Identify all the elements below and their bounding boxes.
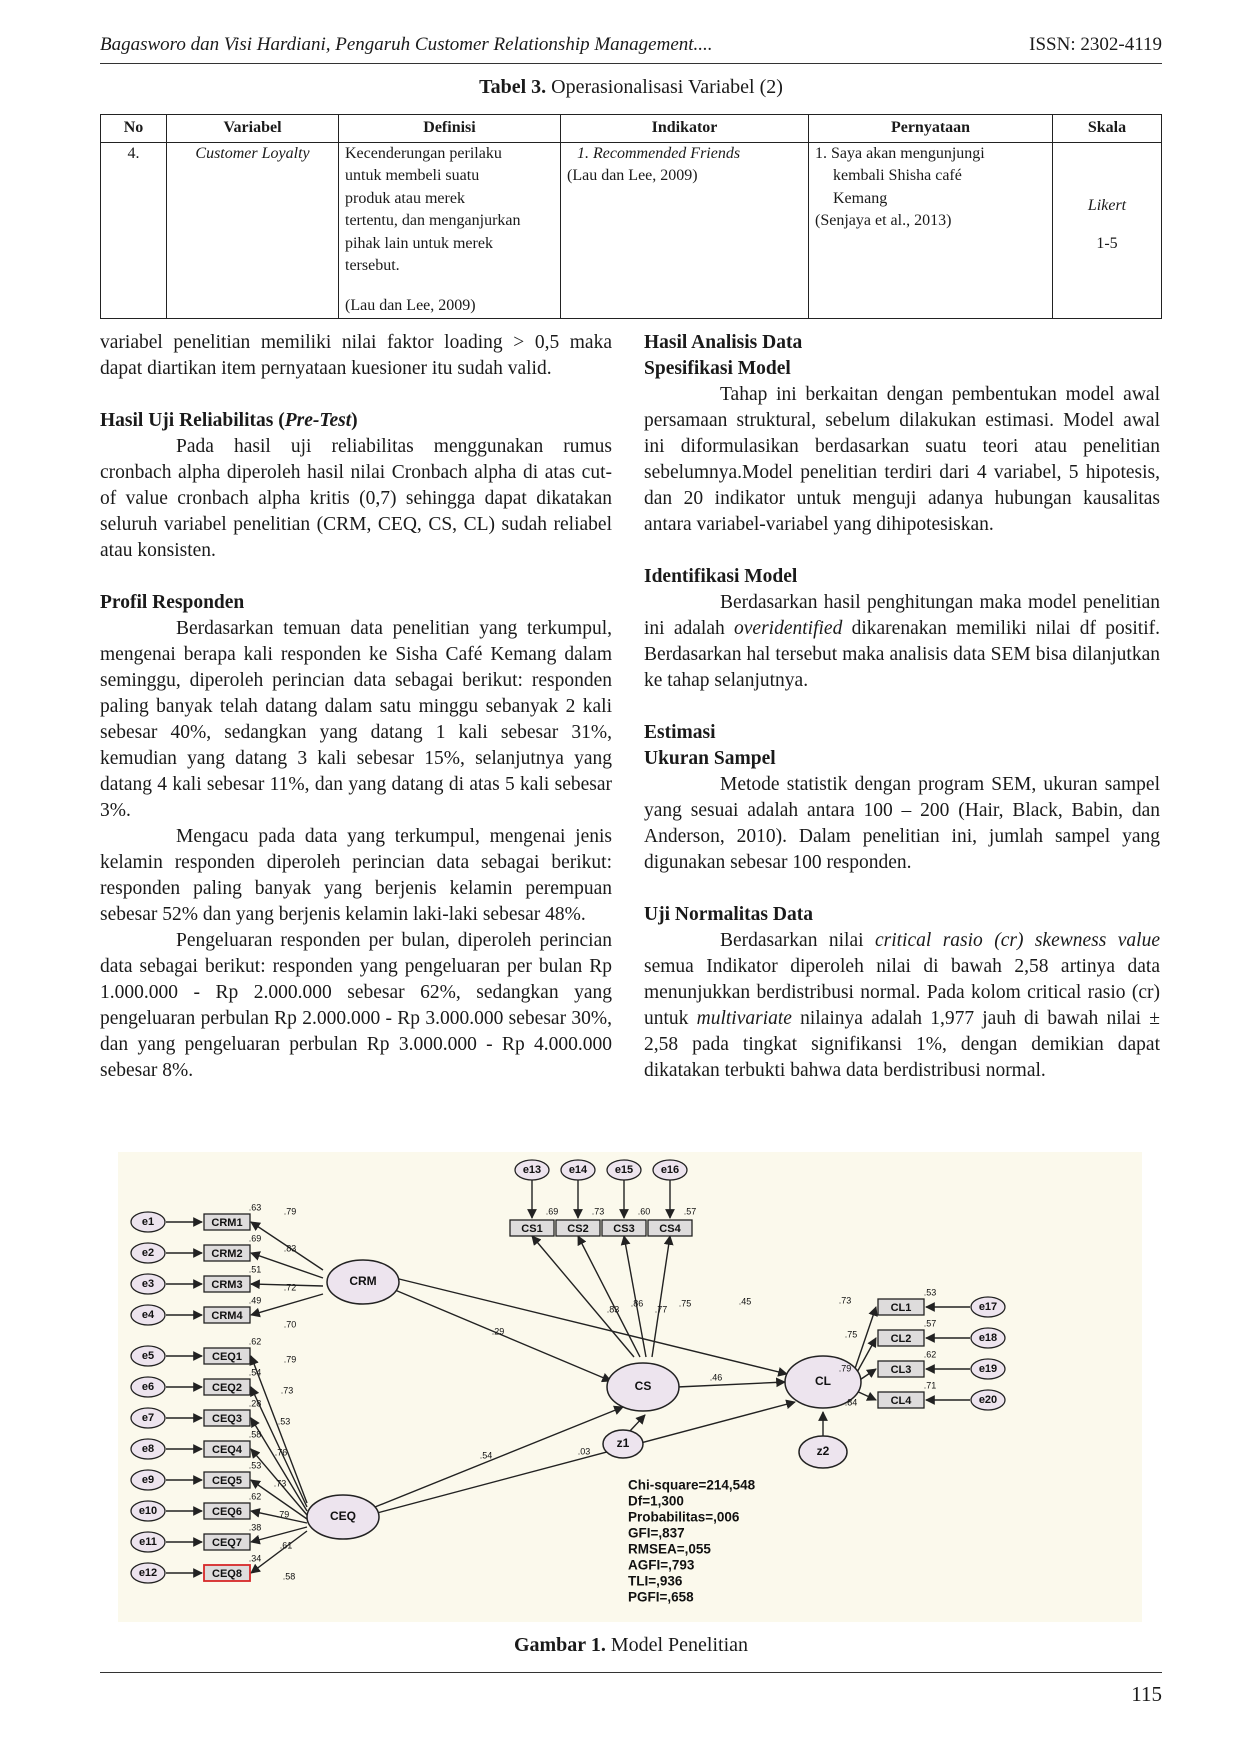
loading-arrow xyxy=(652,1236,670,1357)
indicator-label-CEQ4: CEQ4 xyxy=(212,1443,242,1456)
loading-label: .84 xyxy=(844,1397,858,1408)
indicator-label-CL4: CL4 xyxy=(890,1394,912,1407)
pernyataan-source: (Senjaya et al., 2013) xyxy=(815,212,952,230)
indicator-label-CRM1: CRM1 xyxy=(211,1216,243,1229)
loading-label: .76 xyxy=(274,1447,288,1458)
definisi-line: pihak lain untuk merek xyxy=(345,234,493,252)
section-heading-normalitas: Uji Normalitas Data xyxy=(644,904,813,925)
skala-range: 1-5 xyxy=(1096,235,1118,253)
error-label-e15: e15 xyxy=(614,1163,634,1176)
loading-label: .73 xyxy=(838,1295,852,1306)
latent-label-CL: CL xyxy=(815,1374,831,1389)
r2-label: .53 xyxy=(248,1460,262,1471)
indicator-label-CL1: CL1 xyxy=(890,1301,912,1314)
indicator-label-CRM2: CRM2 xyxy=(211,1247,243,1260)
paragraph: variabel penelitian memiliki nilai faktor loading > 0,5 maka dapat diartikan item pernyataan kuesioner itu sudah valid. xyxy=(100,332,612,379)
loading-label: .77 xyxy=(654,1304,668,1315)
r2-label: .62 xyxy=(248,1491,262,1502)
r2-label: .28 xyxy=(248,1398,262,1409)
error-label-e2: e2 xyxy=(141,1246,155,1259)
loading-label: .75 xyxy=(844,1329,858,1340)
path-crm-cl xyxy=(395,1278,787,1374)
definisi-line: Kecenderungan perilaku xyxy=(345,145,502,162)
loading-label: .79 xyxy=(283,1354,297,1365)
pernyataan-line: kembali Shisha café xyxy=(833,167,962,185)
indicator-label-CEQ3: CEQ3 xyxy=(212,1412,242,1425)
sem-diagram-canvas xyxy=(118,1152,1142,1622)
fit-stat-line: Probabilitas=,006 xyxy=(628,1509,740,1525)
indicator-label-CRM4: CRM4 xyxy=(211,1309,243,1322)
r2-label: .34 xyxy=(248,1553,262,1564)
latent-label-CS: CS xyxy=(634,1379,652,1394)
running-header-title: Bagasworo dan Visi Hardiani, Pengaruh Customer Relationship Management.... xyxy=(100,34,713,55)
sem-path-diagram xyxy=(118,1152,1142,1622)
loading-label: .70 xyxy=(283,1319,297,1330)
indicator-label-CEQ5: CEQ5 xyxy=(212,1474,242,1487)
r2-label: .62 xyxy=(248,1336,262,1347)
indicator-label-CS3: CS3 xyxy=(613,1222,635,1235)
error-label-e11: e11 xyxy=(139,1535,157,1548)
indicator-label-CEQ6: CEQ6 xyxy=(212,1505,242,1518)
paragraph: Tahap ini berkaitan dengan pembentukan model awal persamaan struktural, sebelum dilakukan estimasi. Model awal ini diformulasikan berdasarkan suatu teori atau penelitian sebelumnya.Model penelitian terdiri dari 4 variabel, 5 hipotesis, dan 20 indikator untuk menguji adanya hubungan kausalitas antara variabel-variabel yang dihipotesiskan. xyxy=(644,384,1160,535)
section-heading-estimasi: Estimasi xyxy=(644,722,716,743)
loading-label: .86 xyxy=(630,1298,644,1309)
error-label-e5: e5 xyxy=(141,1349,155,1362)
issn: ISSN: 2302-4119 xyxy=(1029,34,1162,55)
loading-arrow xyxy=(248,1253,323,1278)
loading-arrow xyxy=(532,1236,634,1357)
table-header-skala: Skala xyxy=(1053,115,1162,143)
loading-arrow xyxy=(248,1294,323,1315)
r2-label: .53 xyxy=(923,1287,937,1298)
error-label-e19: e19 xyxy=(978,1362,998,1375)
path-label-ceq-cl: .03 xyxy=(577,1446,591,1457)
cell-pernyataan xyxy=(809,143,1053,319)
r2-label: .62 xyxy=(923,1349,937,1360)
loading-arrow xyxy=(248,1531,307,1573)
r2-label: .63 xyxy=(248,1202,262,1213)
table-header-definisi: Definisi xyxy=(339,115,561,143)
error-label-e16: e16 xyxy=(660,1163,680,1176)
path-label-crm-cs: .29 xyxy=(491,1326,505,1337)
error-label-e14: e14 xyxy=(568,1163,588,1176)
error-label-e9: e9 xyxy=(141,1473,155,1486)
table-header-indikator: Indikator xyxy=(561,115,809,143)
cell-variabel: Customer Loyalty xyxy=(167,143,339,319)
r2-label: .73 xyxy=(591,1206,605,1217)
path-label-ceq-cs: .54 xyxy=(479,1450,493,1461)
r2-label: .71 xyxy=(923,1380,937,1391)
latent-label-z1: z1 xyxy=(616,1436,630,1451)
error-label-e13: e13 xyxy=(522,1163,542,1176)
latent-label-z2: z2 xyxy=(816,1444,830,1459)
fit-stat-line: Df=1,300 xyxy=(628,1493,684,1509)
indicator-label-CS2: CS2 xyxy=(567,1222,589,1235)
operationalization-table xyxy=(100,114,1162,319)
error-label-e12: e12 xyxy=(138,1566,158,1579)
section-heading-profil: Profil Responden xyxy=(100,592,245,613)
table-caption-label: Tabel 3. xyxy=(479,76,547,98)
loading-label: .79 xyxy=(838,1363,852,1374)
running-header xyxy=(100,34,1162,64)
error-label-e7: e7 xyxy=(141,1411,155,1424)
cell-skala xyxy=(1053,143,1162,319)
error-label-e4: e4 xyxy=(141,1308,155,1321)
error-label-e10: e10 xyxy=(138,1504,158,1517)
r2-label: .57 xyxy=(923,1318,937,1329)
r2-label: .54 xyxy=(248,1367,262,1378)
indicator-label-CS4: CS4 xyxy=(659,1222,681,1235)
path-cs-cl xyxy=(677,1382,785,1387)
r2-label: .57 xyxy=(683,1206,697,1217)
definisi-line: tersebut. xyxy=(345,256,400,274)
latent-label-CRM: CRM xyxy=(349,1274,377,1289)
loading-label: .83 xyxy=(283,1243,297,1254)
table-caption xyxy=(100,76,1162,99)
error-label-e8: e8 xyxy=(141,1442,155,1455)
indikator-item: 1. Recommended Friends xyxy=(577,145,741,162)
table-row xyxy=(101,143,1162,319)
loading-arrow xyxy=(578,1236,640,1357)
error-label-e6: e6 xyxy=(141,1380,155,1393)
left-column xyxy=(100,330,612,1084)
loading-label: .73 xyxy=(273,1478,287,1489)
error-label-e1: e1 xyxy=(141,1215,155,1228)
definisi-line: untuk membeli suatu xyxy=(345,167,480,185)
pernyataan-line: 1. Saya akan mengunjungi xyxy=(815,145,985,162)
indicator-label-CS1: CS1 xyxy=(521,1222,543,1235)
loading-label: .61 xyxy=(279,1540,293,1551)
section-heading-identifikasi: Identifikasi Model xyxy=(644,566,798,587)
fit-stat-line: RMSEA=,055 xyxy=(628,1541,711,1557)
fit-stat-line: GFI=,837 xyxy=(628,1525,685,1541)
paragraph: Berdasarkan temuan data penelitian yang terkumpul, mengenai berapa kali responden ke Sisha Café Kemang dalam seminggu, diperoleh perincian data sebagai berikut: responden paling banyak telah datang dalam satu minggu sebanyak 2 kali sebesar 40%, sedangkan yang datang 1 kali sebesar 31%, kemudian yang datang 3 kali sebesar 15%, selanjutnya yang datang 4 kali sebesar 11%, dan yang datang di atas 5 kali sebesar 3%. xyxy=(100,618,612,821)
cell-definisi xyxy=(339,143,561,319)
table-caption-text: Operasionalisasi Variabel (2) xyxy=(546,76,783,98)
indicator-label-CEQ2: CEQ2 xyxy=(212,1381,242,1394)
section-heading-reliabilitas: Hasil Uji Reliabilitas (Pre-Test) xyxy=(100,410,358,431)
error-label-e18: e18 xyxy=(978,1331,998,1344)
cell-indikator xyxy=(561,143,809,319)
figure-caption-label: Gambar 1. xyxy=(513,1634,606,1656)
indicator-label-CEQ8: CEQ8 xyxy=(212,1567,242,1580)
cell-no: 4. xyxy=(101,143,167,319)
figure-caption xyxy=(100,1634,1162,1657)
r2-label: .60 xyxy=(637,1206,651,1217)
fit-stat-line: Chi-square=214,548 xyxy=(628,1477,756,1493)
indicator-label-CEQ7: CEQ7 xyxy=(212,1536,242,1549)
loading-label: .75 xyxy=(678,1298,692,1309)
loading-label: .58 xyxy=(282,1571,296,1582)
loading-arrow xyxy=(853,1307,876,1375)
error-label-e20: e20 xyxy=(978,1393,998,1406)
paragraph: Berdasarkan hasil penghitungan maka model penelitian ini adalah overidentified dikarenakan memiliki nilai df positif. Berdasarkan hal tersebut maka analisis data SEM bisa dilanjutkan ke tahap selanjutnya. xyxy=(644,592,1160,691)
path-label-crm-cl: .45 xyxy=(738,1296,752,1307)
definisi-line: produk atau merek xyxy=(345,189,465,207)
r2-label: .58 xyxy=(248,1429,262,1440)
paragraph: Mengacu pada data yang terkumpul, mengenai jenis kelamin responden diperoleh perincian data sebagai berikut: responden paling banyak yang berjenis kelamin perempuan sebesar 52% dan yang berjenis kelamin laki-laki sebesar 48%. xyxy=(100,826,612,925)
r2-label: .49 xyxy=(248,1295,262,1306)
indicator-label-CL2: CL2 xyxy=(890,1332,912,1345)
right-column xyxy=(644,330,1160,1084)
path-z1-cs xyxy=(629,1415,645,1432)
r2-label: .51 xyxy=(248,1264,262,1275)
page-number: 115 xyxy=(1131,1682,1162,1706)
error-label-e17: e17 xyxy=(978,1300,998,1313)
paragraph: Pada hasil uji reliabilitas menggunakan rumus cronbach alpha diperoleh hasil nilai Cronbach alpha di atas cut-of value cronbach alpha kritis (0,7) sehingga dapat dikatakan seluruh variabel penelitian (CRM, CEQ, CS, CL) sudah reliabel atau konsisten. xyxy=(100,436,612,561)
table-header-row xyxy=(101,115,1162,143)
loading-label: .83 xyxy=(606,1304,620,1315)
fit-stat-line: PGFI=,658 xyxy=(628,1589,694,1605)
section-heading-hasil: Hasil Analisis Data xyxy=(644,332,803,353)
latent-label-CEQ: CEQ xyxy=(329,1509,357,1524)
path-label-cs-cl: .46 xyxy=(709,1372,723,1383)
loading-label: .79 xyxy=(283,1206,297,1217)
error-label-e3: e3 xyxy=(141,1277,155,1290)
indicator-label-CRM3: CRM3 xyxy=(211,1278,243,1291)
footer-rule xyxy=(100,1672,1162,1673)
section-heading-ukuran: Ukuran Sampel xyxy=(644,748,776,769)
fit-stat-line: TLI=,936 xyxy=(628,1573,683,1589)
paragraph: Metode statistik dengan program SEM, ukuran sampel yang sesuai adalah antara 100 – 200 (Hair, Black, Babin, dan Anderson, 2010). Dalam penelitian ini, jumlah sampel yang digunakan sebesar 100 responden. xyxy=(644,774,1160,873)
fit-stat-line: AGFI=,793 xyxy=(628,1557,695,1573)
table-header-variabel: Variabel xyxy=(167,115,339,143)
r2-label: .38 xyxy=(248,1522,262,1533)
paragraph: Berdasarkan nilai critical rasio (cr) skewness value semua Indikator diperoleh nilai di bawah 2,58 artinya data menunjukkan berdistribusi normal. Pada kolom critical rasio (cr) untuk multivariate nilainya adalah 1,977 jauh di bawah nilai ± 2,58 pada tingkat signifikansi 1%, dengan demikian dapat dikatakan terbukti bahwa data berdistribusi normal. xyxy=(644,930,1160,1081)
skala-name: Likert xyxy=(1087,197,1127,214)
paragraph: Pengeluaran responden per bulan, diperoleh perincian data sebagai berikut: responden yang pengeluaran per bulan Rp 1.000.000 - Rp 2.000.000 sebesar 62%, sedangkan yang pengeluaran perbulan Rp 2.000.000 - Rp 3.000.000 sebesar 30%, dan yang pengeluaran perbulan Rp 3.000.000 - Rp 4.000.000 sebesar 8%. xyxy=(100,930,612,1081)
section-heading-spesifikasi: Spesifikasi Model xyxy=(644,358,791,379)
definisi-source: (Lau dan Lee, 2009) xyxy=(345,297,476,315)
loading-label: .73 xyxy=(280,1385,294,1396)
loading-label: .53 xyxy=(277,1416,291,1427)
indicator-label-CEQ1: CEQ1 xyxy=(212,1350,242,1363)
table-header-pernyataan: Pernyataan xyxy=(809,115,1053,143)
definisi-line: tertentu, dan menganjurkan xyxy=(345,212,521,230)
indicator-label-CL3: CL3 xyxy=(890,1363,912,1376)
loading-label: .72 xyxy=(283,1282,297,1293)
path-ceq-cl xyxy=(377,1402,795,1513)
pernyataan-line: Kemang xyxy=(833,189,888,207)
indikator-source: (Lau dan Lee, 2009) xyxy=(567,167,698,185)
figure-caption-text: Model Penelitian xyxy=(605,1634,749,1656)
r2-label: .69 xyxy=(248,1233,262,1244)
r2-label: .69 xyxy=(545,1206,559,1217)
table-header-no: No xyxy=(101,115,167,143)
loading-label: .79 xyxy=(276,1509,290,1520)
